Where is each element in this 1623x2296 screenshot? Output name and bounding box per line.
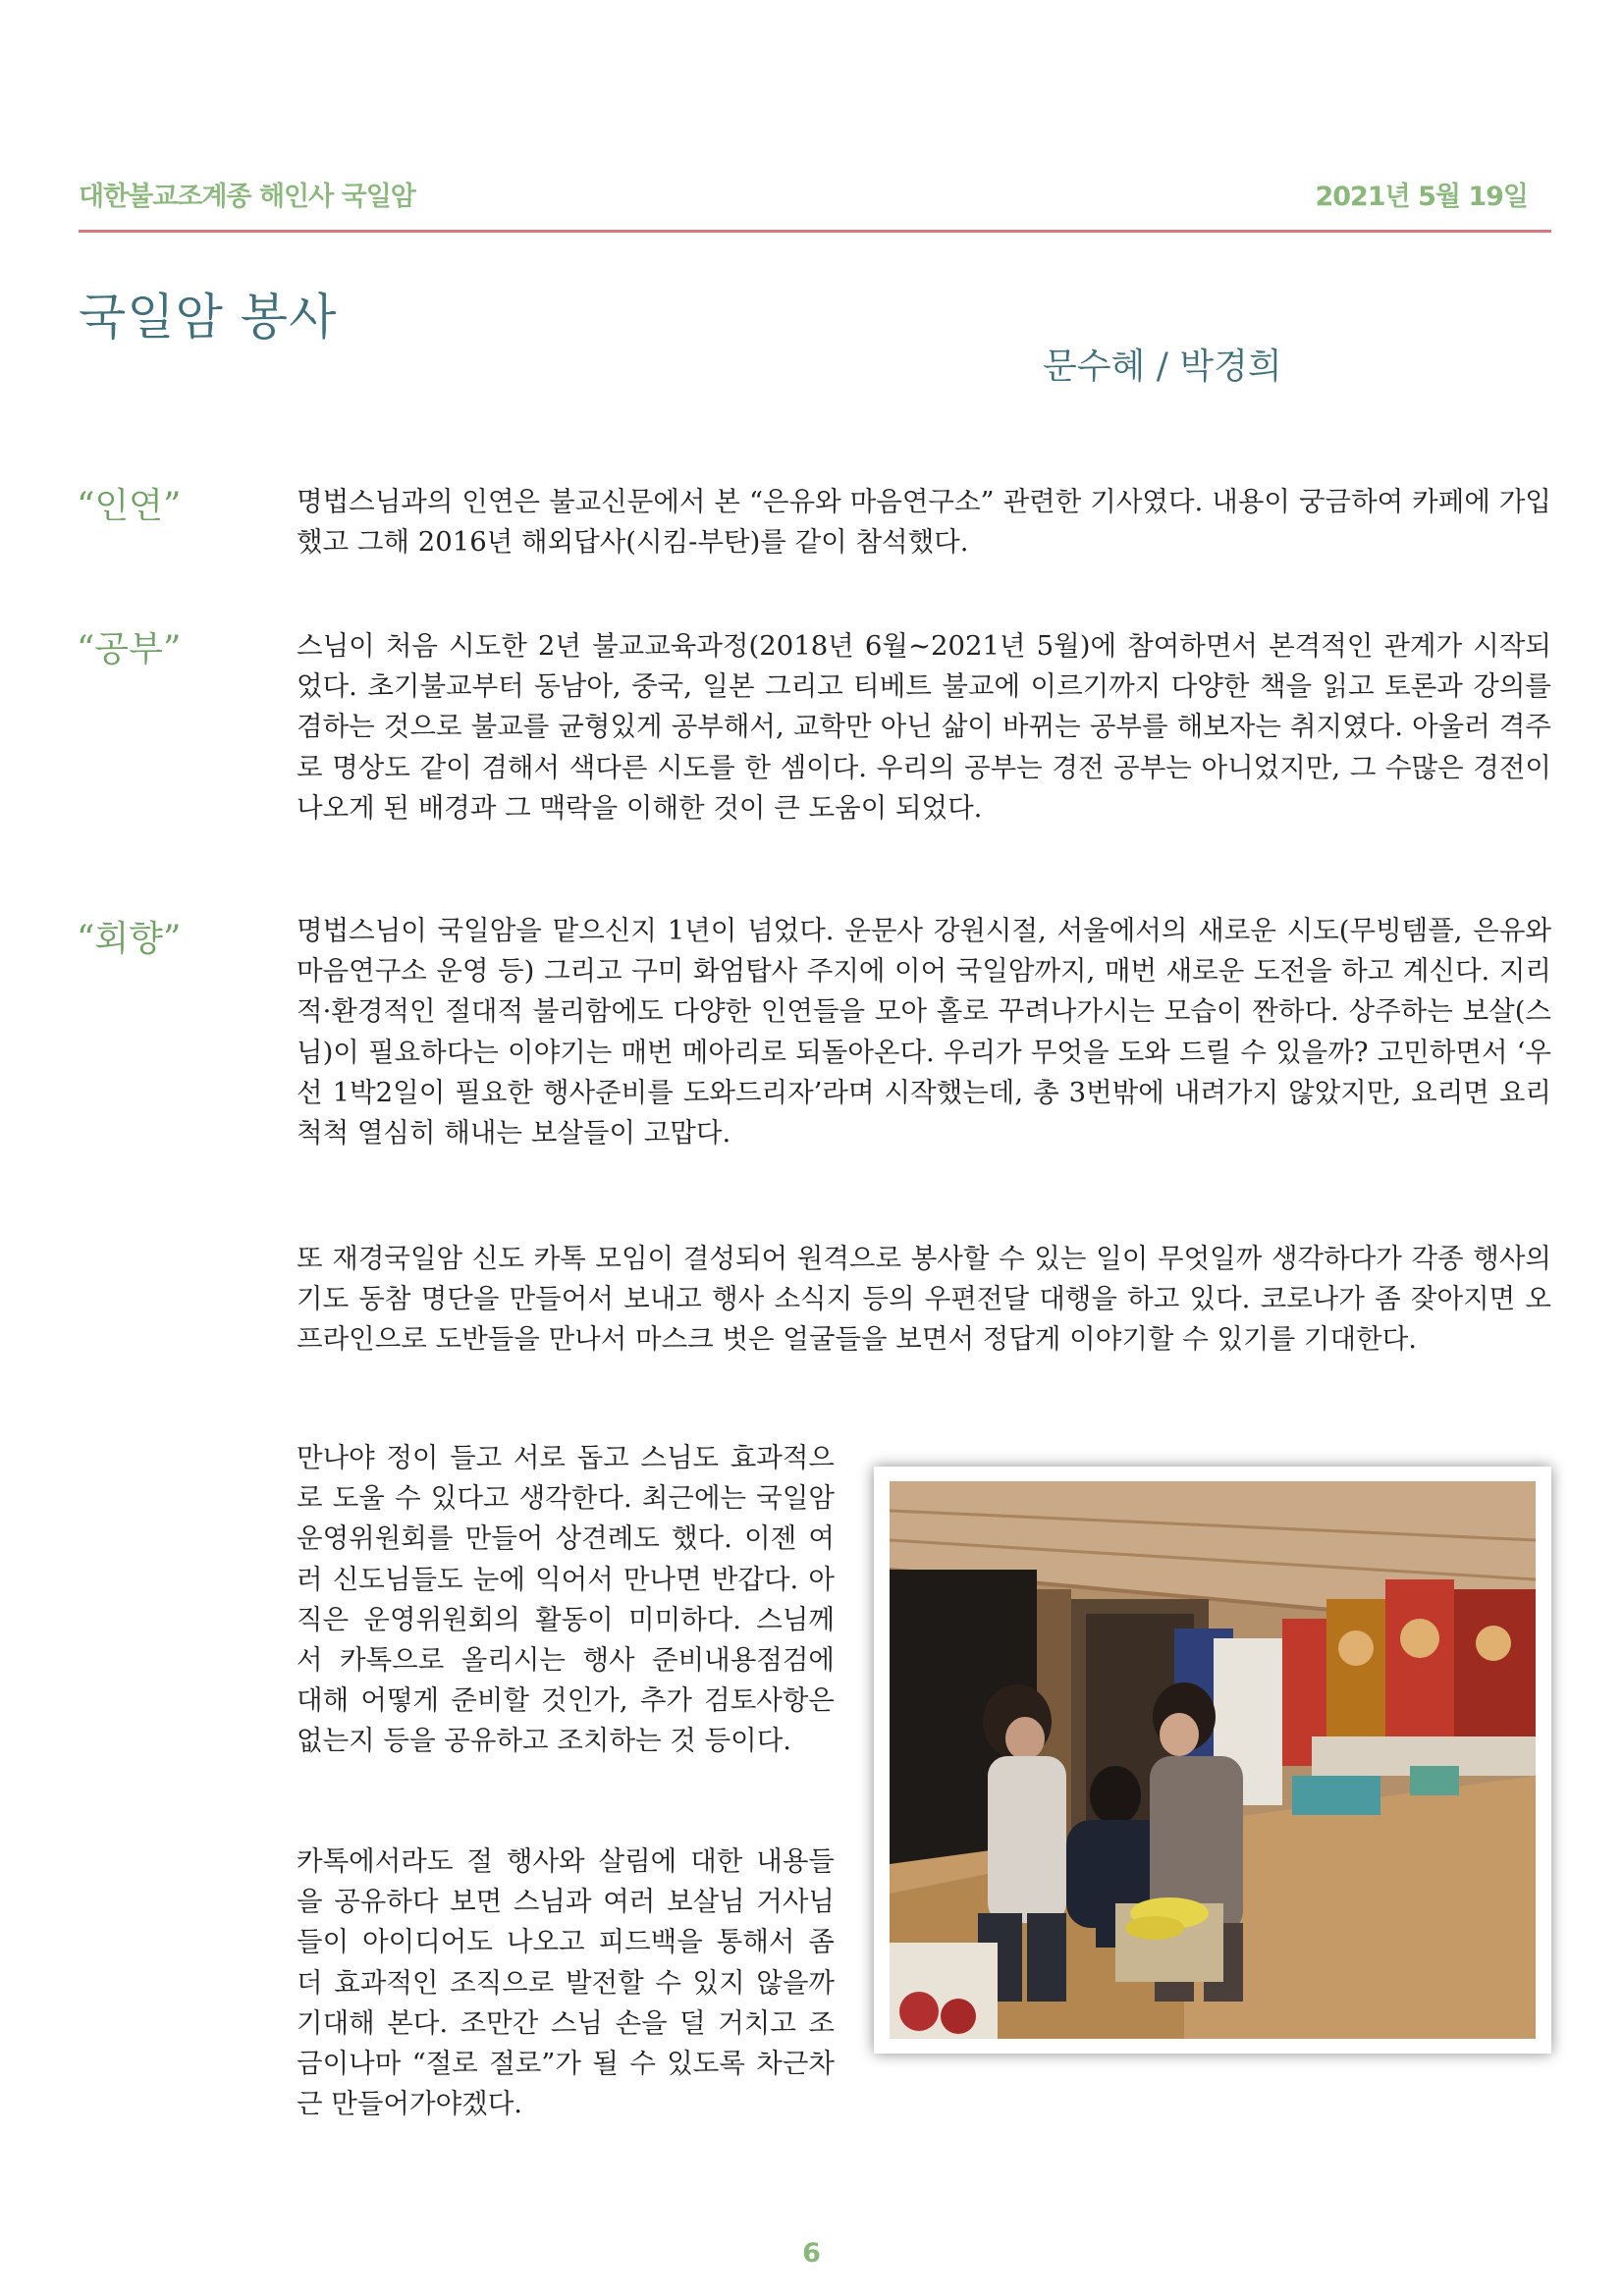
- header-organization: 대한불교조계종 해인사 국일암: [79, 182, 415, 212]
- header-date: 2021년 5월 19일: [1315, 182, 1528, 212]
- section-text-inyeon: 명법스님과의 인연은 불교신문에서 본 “은유와 마음연구소” 관련한 기사였다. 내용이 궁금하여 카페에 가입했고 그해 2016년 해외답사(시킴-부탄)를 같이 참석했다.: [297, 486, 1551, 559]
- article-title: 국일암 봉사: [79, 289, 338, 346]
- page-number: 6: [802, 2238, 821, 2269]
- section-label-hoehyang: “회향”: [77, 919, 182, 959]
- section-label-inyeon: “인연”: [77, 486, 182, 526]
- header-divider: [79, 230, 1551, 233]
- paragraph-4: 또 재경국일암 신도 카톡 모임이 결성되어 원격으로 봉사할 수 있는 일이 무엇일까 생각하다가 각종 행사의 기도 동참 명단을 만들어서 보내고 행사 소식지 등의 우편전달 대행을 하고 있다. 코로나가 좀 잦아지면 오프라인으로 도반들을 만나서 마스크 벗은 얼굴들을 보면서 정답게 이야기할 수 있기를 기대한다.: [297, 1243, 1551, 1356]
- volunteer-photo: [890, 1481, 1536, 2039]
- photo-frame: [874, 1467, 1551, 2054]
- section-text-hoehyang: 명법스님이 국일암을 맡으신지 1년이 넘었다. 운문사 강원시절, 서울에서의 새로운 시도(무빙템플, 은유와마음연구소 운영 등) 그리고 구미 화엄탑사 주지에 이어 국일암까지, 매번 새로운 도전을 하고 계신다. 지리적·환경적인 절대적 불리함에도 다양한 인연들을 모아 홀로 꾸려나가시는 모습이 짠하다. 상주하는 보살(스님)이 필요하다는 이야기는 매번 메아리로 되돌아온다. 우리가 무엇을 도와 드릴 수 있을까? 고민하면서 ‘우선 1박2일이 필요한 행사준비를 도와드리자’라며 시작했는데, 총 3번밖에 내려가지 않았지만, 요리면 요리 척척 열심히 해내는 보살들이 고맙다.: [297, 915, 1551, 1149]
- paragraph-5: 만나야 정이 들고 서로 돕고 스님도 효과적으로 도울 수 있다고 생각한다. 최근에는 국일암 운영위원회를 만들어 상견례도 했다. 이젠 여러 신도님들도 눈에 익어서 만나면 반갑다. 아직은 운영위원회의 활동이 미미하다. 스님께서 카톡으로 올리시는 행사 준비내용점검에 대해 어떻게 준비할 것인가, 추가 검토사항은 없는지 등을 공유하고 조치하는 것 등이다.: [297, 1442, 835, 1757]
- section-label-gongbu: “공부”: [77, 629, 182, 669]
- paragraph-6: 카톡에서라도 절 행사와 살림에 대한 내용들을 공유하다 보면 스님과 여러 보살님 거사님들이 아이디어도 나오고 피드백을 통해서 좀더 효과적인 조직으로 발전할 수 있지 않을까 기대해 본다. 조만간 스님 손을 덜 거치고 조금이나마 “절로 절로”가 될 수 있도록 차근차근 만들어가야겠다.: [297, 1845, 835, 2120]
- section-text-gongbu: 스님이 처음 시도한 2년 불교교육과정(2018년 6월~2021년 5월)에 참여하면서 본격적인 관계가 시작되었다. 초기불교부터 동남아, 중국, 일본 그리고 티베트 불교에 이르기까지 다양한 책을 읽고 토론과 강의를 겸하는 것으로 불교를 균형있게 공부해서, 교학만 아닌 삶이 바뀌는 공부를 해보자는 취지였다. 아울러 격주로 명상도 같이 겸해서 색다른 시도를 한 셈이다. 우리의 공부는 경전 공부는 아니었지만, 그 수많은 경전이 나오게 된 배경과 그 맥락을 이해한 것이 큰 도움이 되었다.: [297, 630, 1551, 824]
- article-authors: 문수혜 / 박경희: [1043, 347, 1282, 387]
